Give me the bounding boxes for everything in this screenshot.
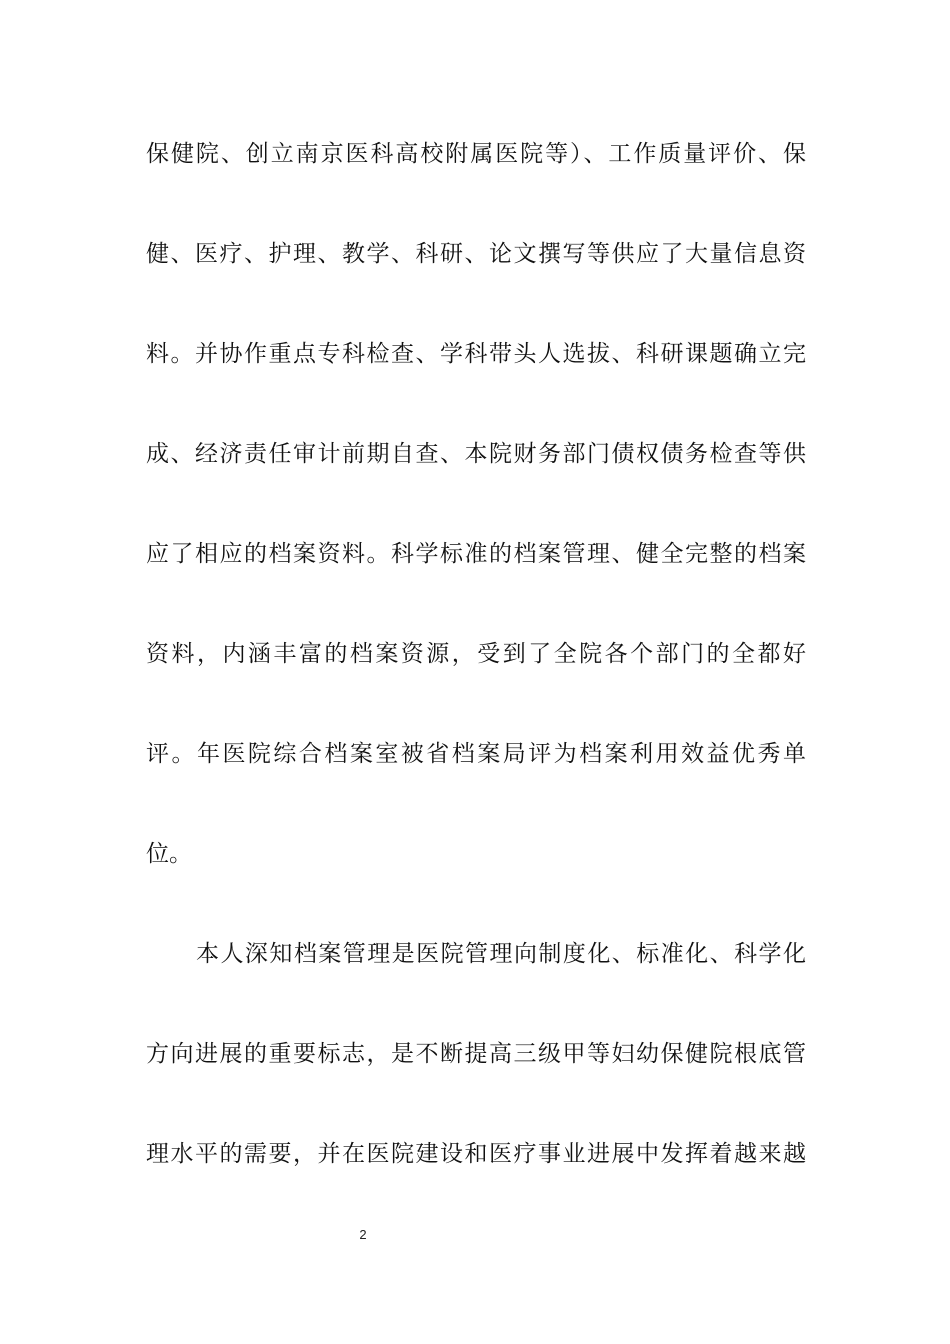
paragraph-line: 健、医疗、护理、教学、科研、论文撰写等供应了大量信息资 (146, 241, 806, 267)
paragraph-line: 理水平的需要，并在医院建设和医疗事业进展中发挥着越来越 (146, 1141, 806, 1167)
paragraph-line: 料。并协作重点专科检查、学科带头人选拔、科研课题确立完 (146, 341, 806, 367)
paragraph-line: 应了相应的档案资料。科学标准的档案管理、健全完整的档案 (146, 541, 806, 567)
paragraph-line: 保健院、创立南京医科高校附属医院等）、工作质量评价、保 (146, 141, 806, 167)
paragraph-line: 成、经济责任审计前期自查、本院财务部门债权债务检查等供 (146, 441, 806, 467)
paragraph-line: 方向进展的重要标志，是不断提高三级甲等妇幼保健院根底管 (146, 1041, 806, 1067)
paragraph-line: 位。 (146, 841, 192, 867)
paragraph-line: 本人深知档案管理是医院管理向制度化、标准化、科学化 (196, 941, 806, 967)
paragraph-line: 评。年医院综合档案室被省档案局评为档案利用效益优秀单 (146, 741, 806, 767)
page-number: 2 (359, 1227, 367, 1242)
paragraph-line: 资料，内涵丰富的档案资源，受到了全院各个部门的全都好 (146, 641, 806, 667)
